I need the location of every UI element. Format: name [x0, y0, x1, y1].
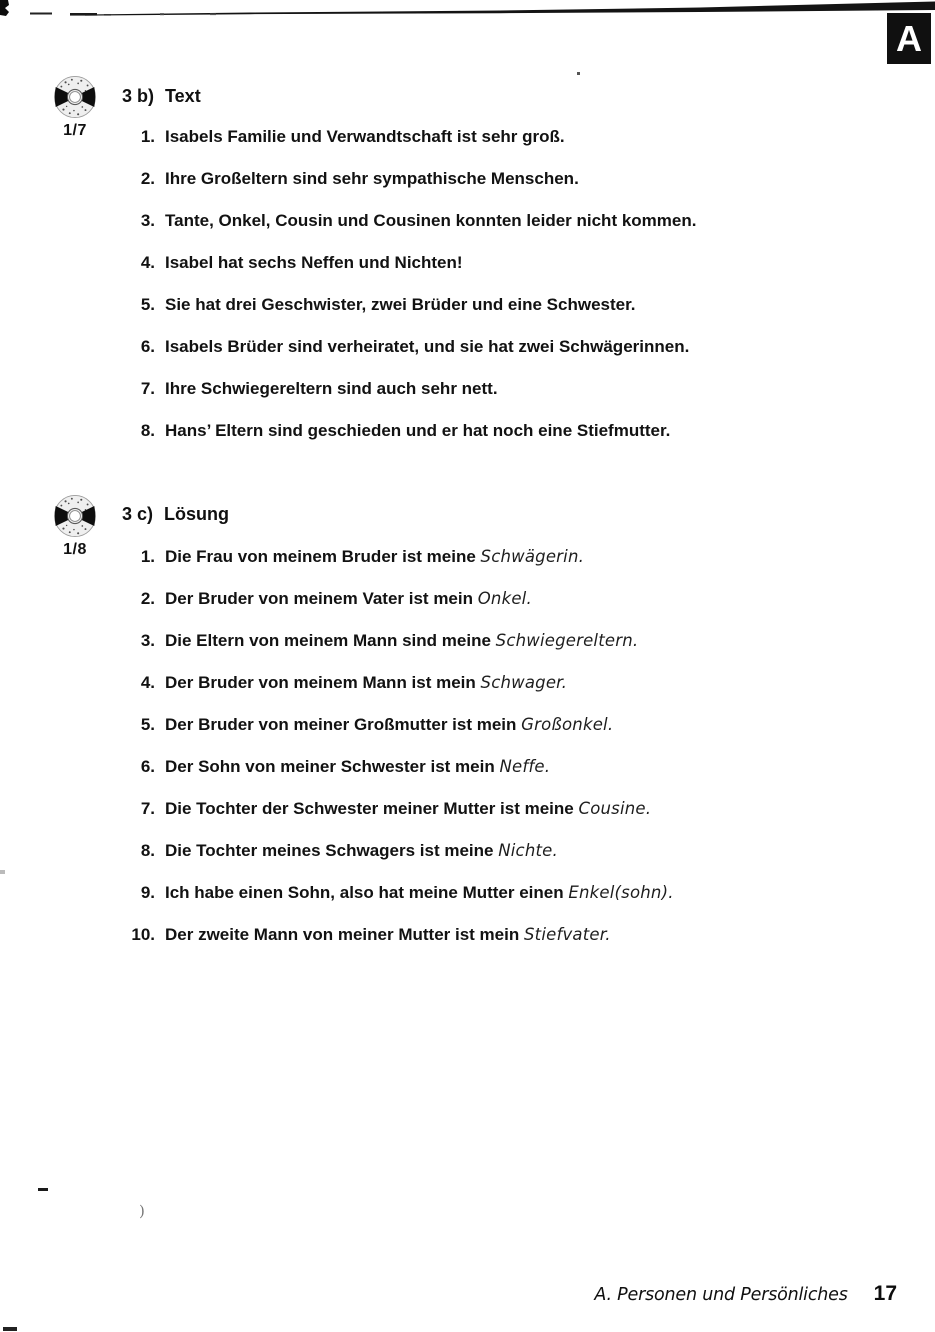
list-item: [98, 914, 888, 956]
item-answer: Neffe.: [499, 757, 551, 776]
item-text: Die Tochter der Schwester meiner Mutter ist meine Cousine.: [165, 799, 652, 818]
list-item: [98, 326, 888, 368]
item-text: Hans’ Eltern sind geschieden und er hat noch eine Stiefmutter.: [165, 421, 671, 440]
list-item: [98, 158, 888, 200]
item-number: 7.: [140, 379, 155, 398]
item-number: 1.: [140, 547, 155, 566]
item-number: 8.: [140, 841, 155, 860]
item-text: Der Bruder von meinem Mann ist mein Schwager.: [165, 673, 568, 692]
item-text: Der Bruder von meinem Vater ist mein Onkel.: [165, 589, 532, 608]
list-item: [98, 830, 888, 872]
item-text: Ich habe einen Sohn, also hat meine Mutter einen Enkel(sohn).: [165, 883, 674, 902]
item-answer: Cousine.: [578, 799, 652, 818]
item-number: 2.: [140, 169, 155, 188]
item-text: Isabel hat sechs Neffen und Nichten!: [165, 253, 463, 272]
item-number: 4.: [140, 253, 155, 272]
list-item: [98, 578, 888, 620]
list-item: [98, 872, 888, 914]
scan-dash-mark: [38, 1188, 48, 1191]
cd-track-number: 1/8: [63, 541, 87, 558]
list-item: [98, 620, 888, 662]
section-number: 3 c): [122, 504, 154, 524]
section-title: Text: [165, 86, 201, 106]
scan-bottom-mark: [3, 1327, 17, 1331]
item-answer: Stiefvater.: [523, 925, 611, 944]
item-number: 5.: [140, 715, 155, 734]
list-item: [98, 284, 888, 326]
item-number: 2.: [140, 589, 155, 608]
item-number: 1.: [140, 127, 155, 146]
item-number: 10.: [131, 925, 155, 944]
solution-list: [98, 536, 888, 956]
page-footer: [594, 1282, 897, 1306]
list-item: [98, 746, 888, 788]
item-text: Die Frau von meinem Bruder ist meine Schwägerin.: [165, 547, 585, 566]
item-text: Tante, Onkel, Cousin und Cousinen konnten leider nicht kommen.: [165, 211, 697, 230]
item-answer: Onkel.: [477, 589, 532, 608]
scan-top-edge-artifact: [0, 0, 935, 24]
item-text: Der Bruder von meiner Großmutter ist mein Großonkel.: [165, 715, 614, 734]
item-number: 8.: [140, 421, 155, 440]
item-number: 9.: [140, 883, 155, 902]
list-item: [98, 704, 888, 746]
list-item: [98, 116, 888, 158]
item-number: 4.: [140, 673, 155, 692]
item-text: Isabels Brüder sind verheiratet, und sie hat zwei Schwägerinnen.: [165, 337, 690, 356]
list-item: [98, 368, 888, 410]
item-number: 5.: [140, 295, 155, 314]
item-text: Der zweite Mann von meiner Mutter ist mein Stiefvater.: [165, 925, 611, 944]
item-answer: Großonkel.: [521, 715, 614, 734]
item-text: Sie hat drei Geschwister, zwei Brüder und eine Schwester.: [165, 295, 636, 314]
item-number: 7.: [140, 799, 155, 818]
item-answer: Nichte.: [498, 841, 558, 860]
item-number: 6.: [140, 337, 155, 356]
item-answer: Schwiegereltern.: [495, 631, 639, 650]
section-heading: [122, 504, 229, 524]
item-number: 3.: [140, 631, 155, 650]
section-title: Lösung: [164, 504, 230, 524]
scan-edge-mark: [0, 870, 5, 874]
section-heading: [122, 86, 201, 106]
cd-disc-icon: [53, 494, 97, 538]
list-item: [98, 410, 888, 452]
cd-disc-icon: [53, 75, 97, 119]
footer-chapter-title: A. Personen und Persönliches: [594, 1285, 848, 1305]
text-list: [98, 116, 888, 452]
list-item: [98, 662, 888, 704]
item-text: Die Tochter meines Schwagers ist meine Nichte.: [165, 841, 558, 860]
item-number: 3.: [140, 211, 155, 230]
item-text: Ihre Großeltern sind sehr sympathische Menschen.: [165, 169, 579, 188]
cd-track-number: 1/7: [63, 122, 87, 139]
item-answer: Schwager.: [480, 673, 568, 692]
item-text: Ihre Schwiegereltern sind auch sehr nett.: [165, 379, 498, 398]
item-text: Isabels Familie und Verwandtschaft ist sehr groß.: [165, 127, 565, 146]
stray-paren-mark: ): [139, 1202, 145, 1220]
footer-page-number: 17: [873, 1282, 897, 1305]
item-answer: Enkel(sohn).: [568, 883, 674, 902]
item-text: Der Sohn von meiner Schwester ist mein Neffe.: [165, 757, 551, 776]
item-number: 6.: [140, 757, 155, 776]
list-item: [98, 536, 888, 578]
list-item: [98, 242, 888, 284]
list-item: [98, 788, 888, 830]
chapter-tab: A: [887, 13, 931, 64]
item-text: Die Eltern von meinem Mann sind meine Schwiegereltern.: [165, 631, 639, 650]
scan-speck: [577, 72, 580, 75]
item-answer: Schwägerin.: [480, 547, 585, 566]
section-number: 3 b): [122, 86, 155, 106]
list-item: [98, 200, 888, 242]
